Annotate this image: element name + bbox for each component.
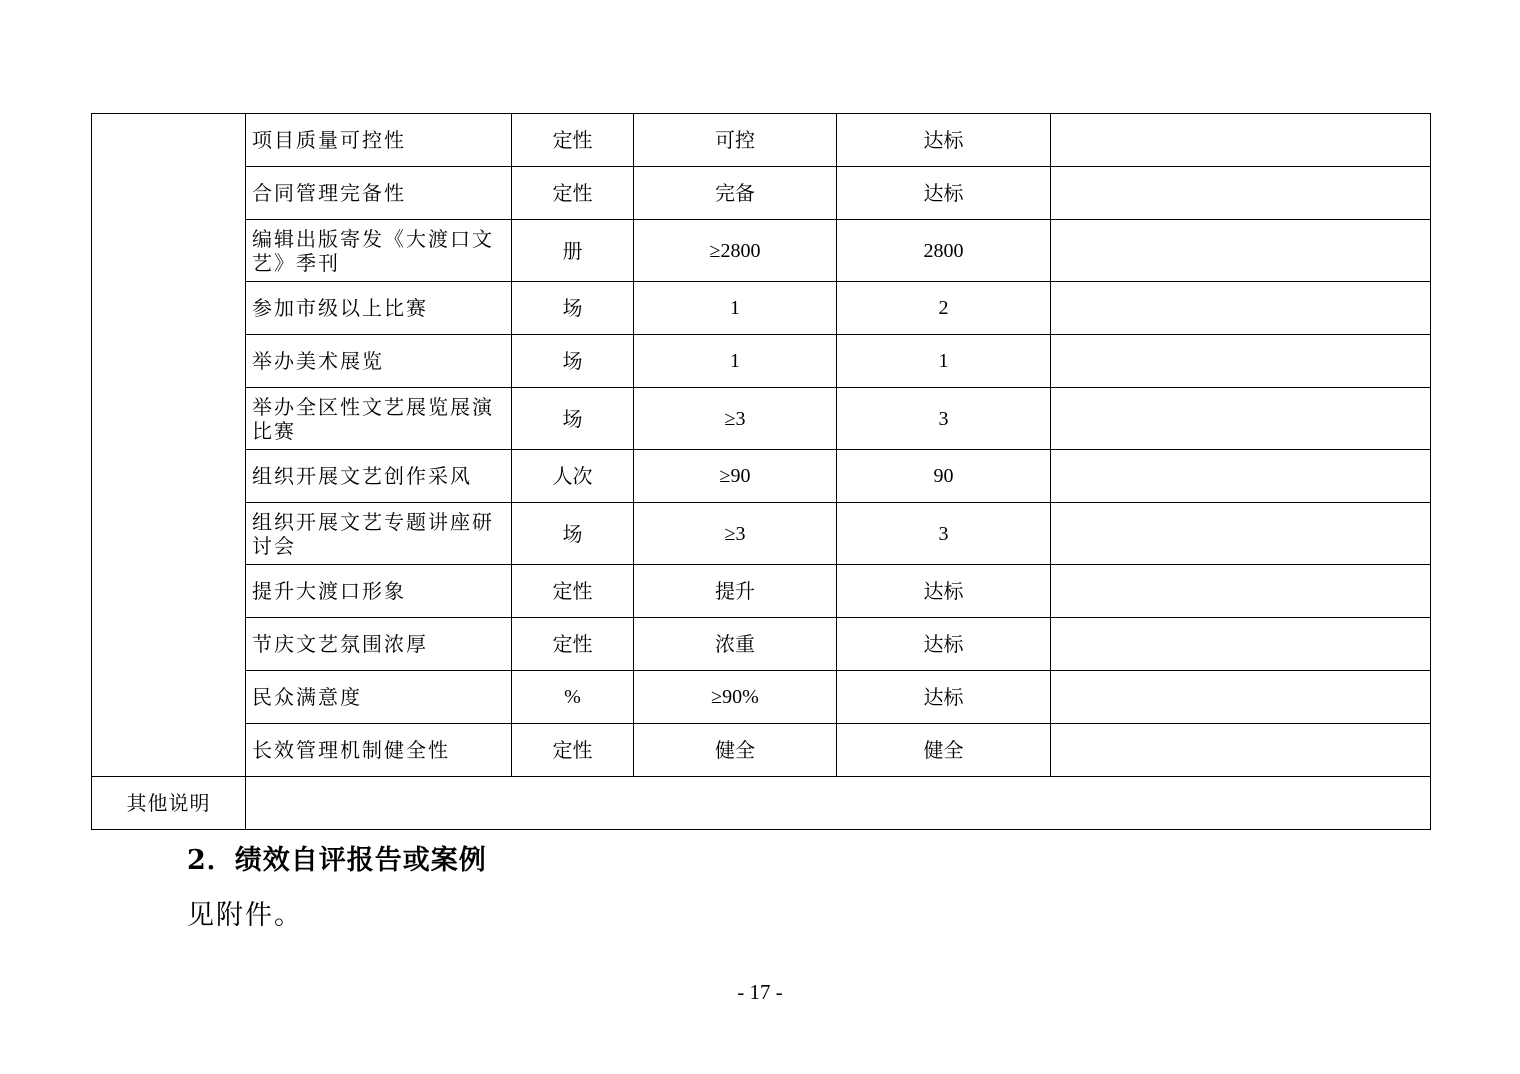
- indicator-remark: [1051, 618, 1431, 671]
- indicator-remark: [1051, 167, 1431, 220]
- indicator-remark: [1051, 671, 1431, 724]
- indicator-actual: 90: [837, 450, 1051, 503]
- indicator-name: 合同管理完备性: [246, 167, 512, 220]
- indicator-unit: 定性: [512, 565, 634, 618]
- indicator-target: ≥90%: [634, 671, 837, 724]
- indicator-unit: 定性: [512, 618, 634, 671]
- indicator-target: ≥3: [634, 503, 837, 565]
- indicator-unit: 场: [512, 503, 634, 565]
- indicator-target: ≥2800: [634, 220, 837, 282]
- indicator-name: 举办美术展览: [246, 335, 512, 388]
- indicator-unit: 定性: [512, 724, 634, 777]
- table-row: [92, 565, 1431, 618]
- indicator-remark: [1051, 388, 1431, 450]
- performance-indicator-table: [91, 113, 1431, 830]
- indicator-actual: 达标: [837, 167, 1051, 220]
- table-row: [92, 114, 1431, 167]
- indicator-remark: [1051, 282, 1431, 335]
- table-row: [92, 724, 1431, 777]
- table-row: [92, 282, 1431, 335]
- indicator-name: 组织开展文艺创作采风: [246, 450, 512, 503]
- indicator-actual: 2800: [837, 220, 1051, 282]
- page-number: - 17 -: [737, 980, 783, 1004]
- indicator-remark: [1051, 220, 1431, 282]
- indicator-unit: 场: [512, 282, 634, 335]
- table-row: [92, 220, 1431, 282]
- indicator-target: 浓重: [634, 618, 837, 671]
- other-notes-label: 其他说明: [92, 777, 246, 830]
- table-row: [92, 503, 1431, 565]
- indicator-unit: 场: [512, 388, 634, 450]
- indicator-target: 1: [634, 282, 837, 335]
- table-row: [92, 450, 1431, 503]
- indicator-unit: 定性: [512, 167, 634, 220]
- indicator-actual: 2: [837, 282, 1051, 335]
- indicator-remark: [1051, 114, 1431, 167]
- indicator-remark: [1051, 335, 1431, 388]
- indicator-unit: 定性: [512, 114, 634, 167]
- indicator-actual: 达标: [837, 671, 1051, 724]
- section-body: 见附件。: [187, 900, 303, 931]
- indicator-actual: 3: [837, 503, 1051, 565]
- indicator-target: 健全: [634, 724, 837, 777]
- indicator-name: 组织开展文艺专题讲座研讨会: [246, 503, 512, 565]
- indicator-target: ≥3: [634, 388, 837, 450]
- other-notes-row: [92, 777, 1431, 830]
- indicator-name: 参加市级以上比赛: [246, 282, 512, 335]
- indicator-actual: 达标: [837, 114, 1051, 167]
- indicator-actual: 3: [837, 388, 1051, 450]
- indicator-remark: [1051, 450, 1431, 503]
- indicator-unit: 场: [512, 335, 634, 388]
- table-row: [92, 335, 1431, 388]
- category-cell: [92, 114, 246, 777]
- indicator-unit: %: [512, 671, 634, 724]
- indicator-target: 1: [634, 335, 837, 388]
- table-row: [92, 167, 1431, 220]
- indicator-actual: 达标: [837, 618, 1051, 671]
- indicator-actual: 1: [837, 335, 1051, 388]
- indicator-remark: [1051, 503, 1431, 565]
- indicator-target: ≥90: [634, 450, 837, 503]
- indicator-unit: 人次: [512, 450, 634, 503]
- indicator-target: 可控: [634, 114, 837, 167]
- table-row: [92, 388, 1431, 450]
- other-notes-value: [246, 777, 1431, 830]
- indicator-actual: 健全: [837, 724, 1051, 777]
- indicator-remark: [1051, 724, 1431, 777]
- indicator-target: 提升: [634, 565, 837, 618]
- table-row: [92, 618, 1431, 671]
- indicator-remark: [1051, 565, 1431, 618]
- indicator-name: 项目质量可控性: [246, 114, 512, 167]
- indicator-unit: 册: [512, 220, 634, 282]
- indicator-name: 民众满意度: [246, 671, 512, 724]
- indicator-actual: 达标: [837, 565, 1051, 618]
- indicator-name: 举办全区性文艺展览展演比赛: [246, 388, 512, 450]
- indicator-name: 编辑出版寄发《大渡口文艺》季刊: [246, 220, 512, 282]
- indicator-target: 完备: [634, 167, 837, 220]
- indicator-name: 节庆文艺氛围浓厚: [246, 618, 512, 671]
- table-row: [92, 671, 1431, 724]
- section-heading: 2．绩效自评报告或案例: [187, 845, 487, 876]
- indicator-name: 提升大渡口形象: [246, 565, 512, 618]
- indicator-name: 长效管理机制健全性: [246, 724, 512, 777]
